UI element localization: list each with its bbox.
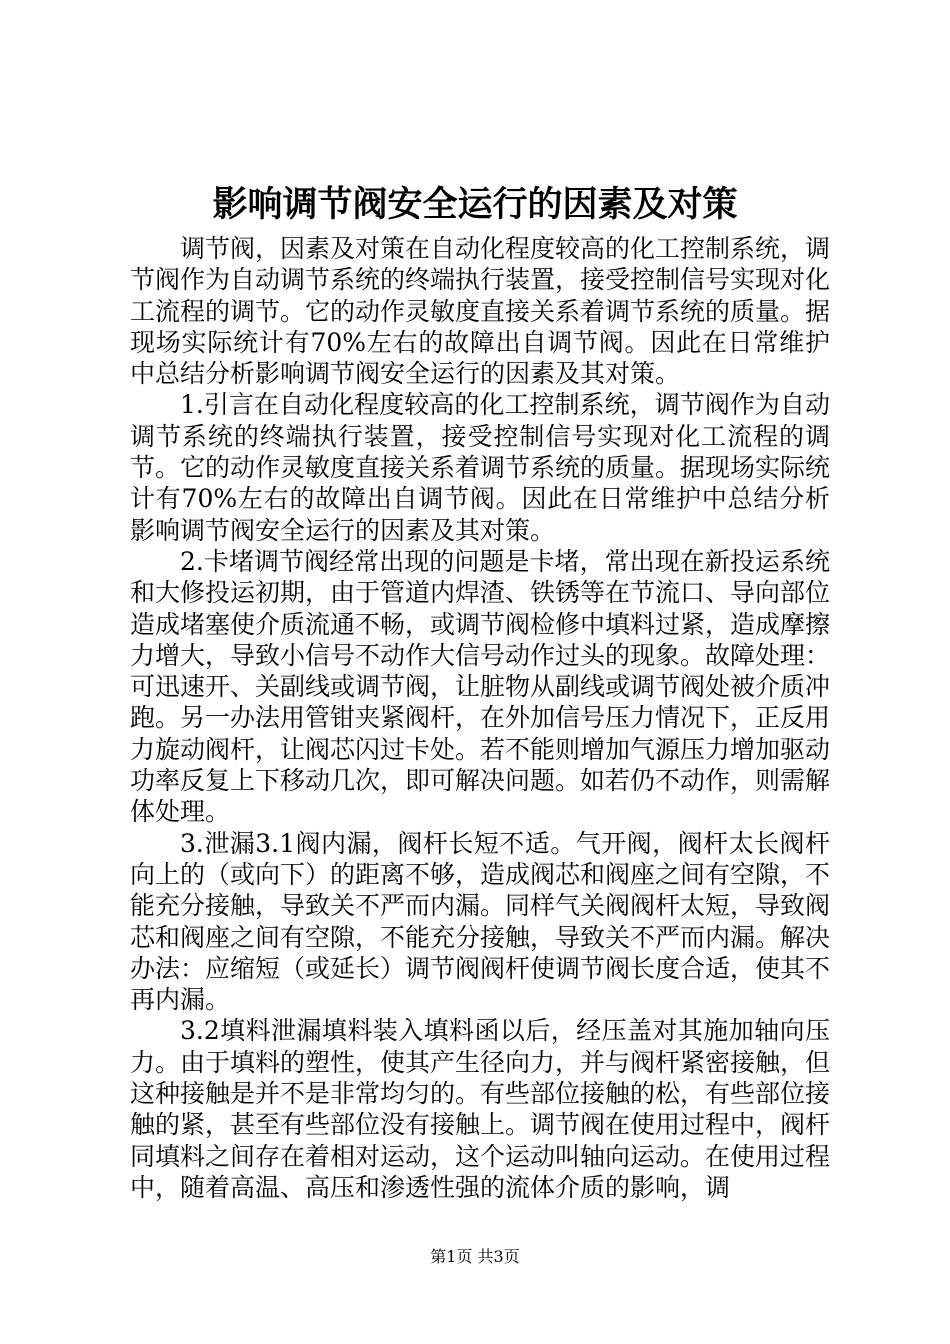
paragraph-section-3-2: 3.2填料泄漏填料装入填料函以后，经压盖对其施加轴向压力。由于填料的塑性，使其产生径向力，并与阀杆紧密接触，但这种接触是并不是非常均匀的。有些部位接触的松，有些部位接触的紧，甚至有些部位没有接触上。调节阀在使用过程中，阀杆同填料之间存在着相对运动，这个运动叫轴向运动。在使用过程中，随着高温、高压和渗透性强的流体介质的影响，调 (130, 1016, 831, 1202)
paragraph-section-3: 3.泄漏3.1阀内漏，阀杆长短不适。气开阀，阀杆太长阀杆向上的（或向下）的距离不够，造成阀芯和阀座之间有空隙，不能充分接触，导致关不严而内漏。同样气关阀阀杆太短，导致阀芯和阀座之间有空隙，不能充分接触，导致关不严而内漏。解决办法：应缩短（或延长）调节阀阀杆使调节阀长度合适，使其不再内漏。 (130, 828, 831, 1015)
document-title: 影响调节阀安全运行的因素及对策 (212, 184, 738, 225)
document-body (130, 233, 830, 1203)
page-footer: 第1页 共3页 (430, 1247, 520, 1266)
paragraph-section-1: 1.引言在自动化程度较高的化工控制系统，调节阀作为自动调节系统的终端执行装置，接受控制信号实现对化工流程的调节。它的动作灵敏度直接关系着调节系统的质量。据现场实际统计有70%左右的故障出自调节阀。因此在日常维护中总结分析影响调节阀安全运行的因素及其对策。 (130, 390, 831, 545)
paragraph-section-2: 2.卡堵调节阀经常出现的问题是卡堵，常出现在新投运系统和大修投运初期，由于管道内焊渣、铁锈等在节流口、导向部位造成堵塞使介质流通不畅，或调节阀检修中填料过紧，造成摩擦力增大，导致小信号不动作大信号动作过头的现象。故障处理：可迅速开、关副线或调节阀，让脏物从副线或调节阀处被介质冲跑。另一办法用管钳夹紧阀杆，在外加信号压力情况下，正反用力旋动阀杆，让阀芯闪过卡处。若不能则增加气源压力增加驱动功率反复上下移动几次，即可解决问题。如若仍不动作，则需解体处理。 (130, 546, 831, 827)
paragraph-intro: 调节阀，因素及对策在自动化程度较高的化工控制系统，调节阀作为自动调节系统的终端执行装置，接受控制信号实现对化工流程的调节。它的动作灵敏度直接关系着调节系统的质量。据现场实际统计有70%左右的故障出自调节阀。因此在日常维护中总结分析影响调节阀安全运行的因素及其对策。 (130, 234, 831, 389)
